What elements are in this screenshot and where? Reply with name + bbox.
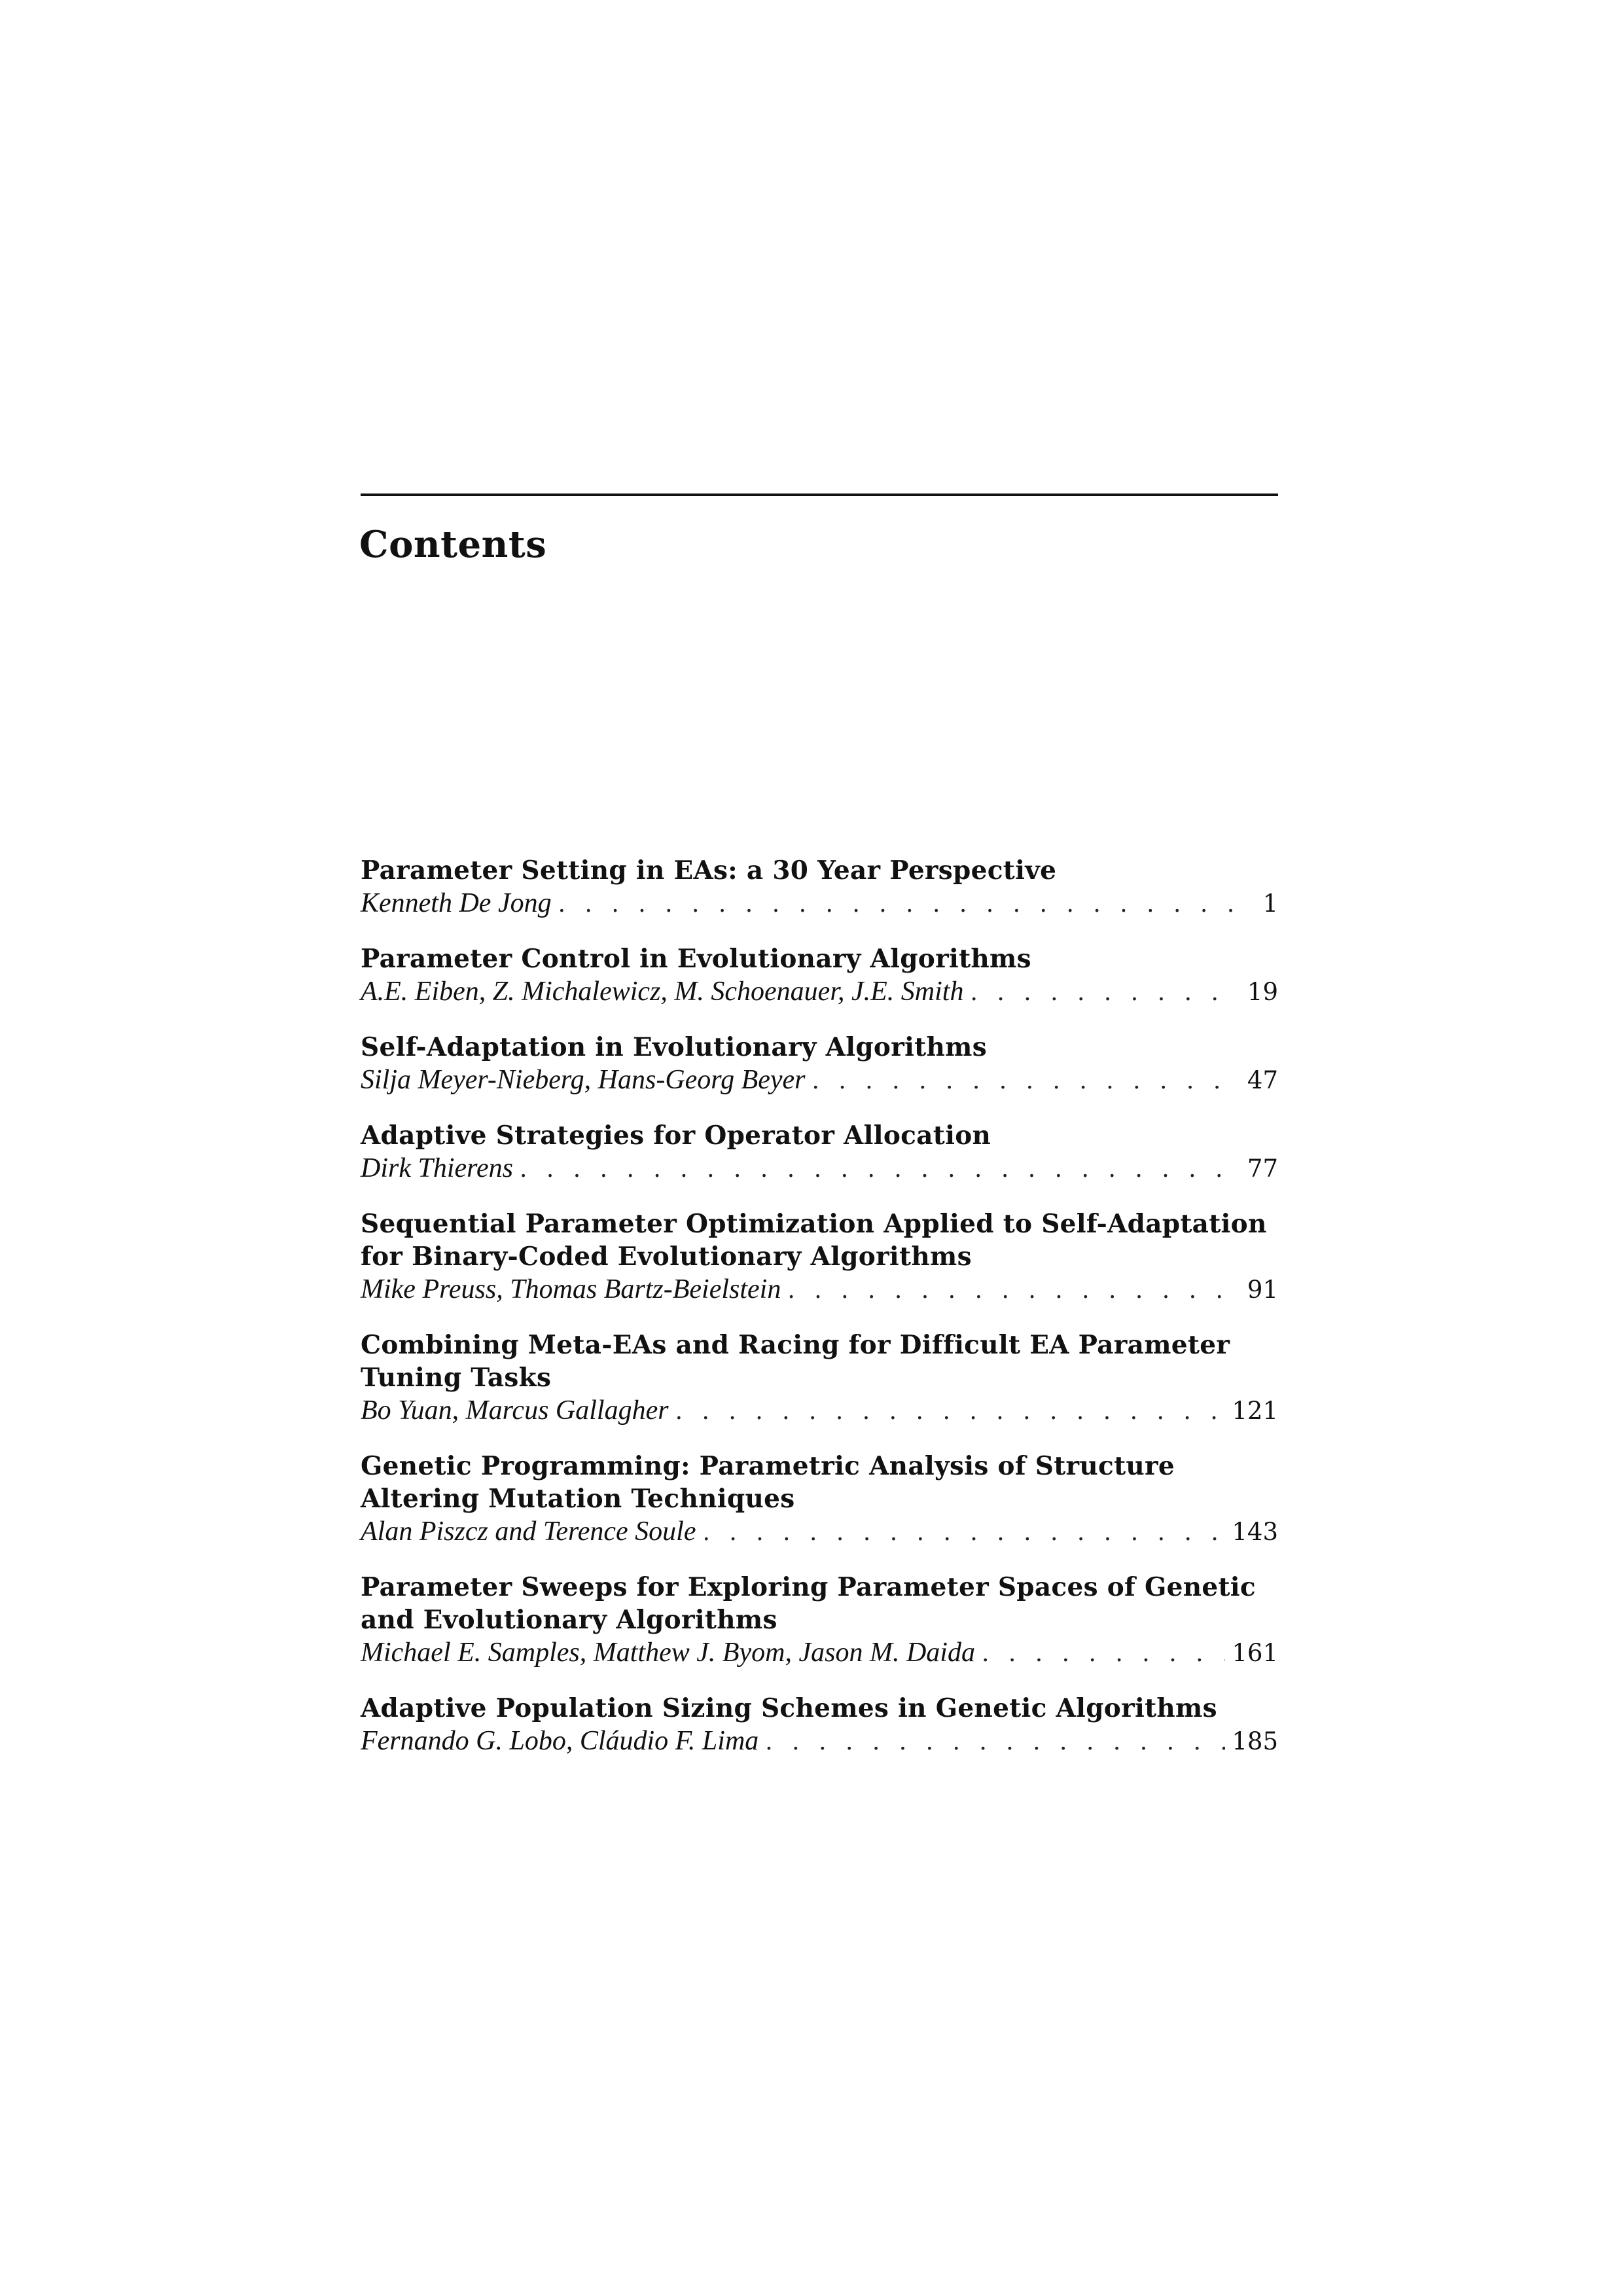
chapter-title[interactable]: Parameter Sweeps for Exploring Parameter Spaces of Genetic and Evolutionary Algorithms	[361, 1572, 1256, 1635]
chapter-page-number[interactable]: 77	[1247, 1155, 1278, 1183]
chapter-byline	[361, 1152, 1278, 1186]
chapter-page-number[interactable]: 143	[1232, 1518, 1278, 1546]
chapter-authors: Silja Meyer-Nieberg, Hans-Georg Beyer	[361, 1065, 806, 1095]
page-title: Contents	[359, 523, 547, 566]
chapter-byline	[361, 1515, 1278, 1549]
dot-leader	[765, 1726, 1225, 1759]
toc-entry[interactable]	[361, 1031, 1278, 1098]
toc-entry[interactable]	[361, 1208, 1278, 1307]
chapter-authors: Dirk Thierens	[361, 1153, 513, 1183]
dot-leader	[812, 1065, 1239, 1098]
table-of-contents	[361, 854, 1278, 1759]
chapter-byline	[361, 1636, 1278, 1670]
chapter-authors: A.E. Eiben, Z. Michalewicz, M. Schoenauer, J.E. Smith	[361, 977, 964, 1007]
chapter-title[interactable]: Combining Meta-EAs and Racing for Difficult EA Parameter Tuning Tasks	[361, 1330, 1230, 1393]
toc-entry[interactable]	[361, 1450, 1278, 1549]
chapter-page-number[interactable]: 1	[1262, 889, 1278, 918]
chapter-byline	[361, 975, 1278, 1009]
chapter-byline	[361, 887, 1278, 921]
chapter-page-number[interactable]: 47	[1247, 1066, 1278, 1094]
toc-entry[interactable]	[361, 1119, 1278, 1186]
dot-leader	[558, 888, 1239, 921]
dot-leader	[703, 1516, 1226, 1549]
toc-entry[interactable]	[361, 1571, 1278, 1670]
toc-entry[interactable]	[361, 1692, 1278, 1759]
toc-entry[interactable]	[361, 854, 1278, 921]
chapter-title[interactable]: Parameter Control in Evolutionary Algorithms	[361, 944, 1031, 974]
chapter-page-number[interactable]: 161	[1232, 1639, 1278, 1667]
chapter-title[interactable]: Self-Adaptation in Evolutionary Algorithms	[361, 1032, 987, 1062]
dot-leader	[520, 1153, 1239, 1186]
toc-entry[interactable]	[361, 1329, 1278, 1428]
chapter-authors: Fernando G. Lobo, Cláudio F. Lima	[361, 1726, 759, 1756]
chapter-title[interactable]: Genetic Programming: Parametric Analysis of Structure Altering Mutation Techniques	[361, 1451, 1175, 1514]
chapter-title[interactable]: Parameter Setting in EAs: a 30 Year Perspective	[361, 855, 1057, 886]
chapter-byline	[361, 1394, 1278, 1428]
chapter-authors: Michael E. Samples, Matthew J. Byom, Jason M. Daida	[361, 1638, 975, 1668]
dot-leader	[787, 1274, 1239, 1307]
chapter-page-number[interactable]: 185	[1232, 1727, 1278, 1755]
chapter-page-number[interactable]: 19	[1247, 978, 1278, 1006]
title-rule	[361, 493, 1278, 496]
chapter-byline	[361, 1725, 1278, 1759]
dot-leader	[982, 1638, 1225, 1670]
chapter-authors: Alan Piszcz and Terence Soule	[361, 1516, 696, 1547]
dot-leader	[675, 1395, 1226, 1428]
toc-entry[interactable]	[361, 942, 1278, 1009]
chapter-authors: Kenneth De Jong	[361, 888, 552, 918]
chapter-title[interactable]: Adaptive Population Sizing Schemes in Genetic Algorithms	[361, 1693, 1217, 1723]
dot-leader	[970, 977, 1239, 1009]
chapter-page-number[interactable]: 91	[1247, 1276, 1278, 1304]
chapter-authors: Mike Preuss, Thomas Bartz-Beielstein	[361, 1274, 781, 1304]
chapter-authors: Bo Yuan, Marcus Gallagher	[361, 1395, 669, 1426]
chapter-byline	[361, 1064, 1278, 1098]
chapter-title[interactable]: Sequential Parameter Optimization Applied to Self-Adaptation for Binary-Coded Evolutionary Algorithms	[361, 1209, 1267, 1272]
chapter-page-number[interactable]: 121	[1232, 1397, 1278, 1425]
chapter-byline	[361, 1273, 1278, 1307]
chapter-title[interactable]: Adaptive Strategies for Operator Allocation	[361, 1121, 991, 1151]
